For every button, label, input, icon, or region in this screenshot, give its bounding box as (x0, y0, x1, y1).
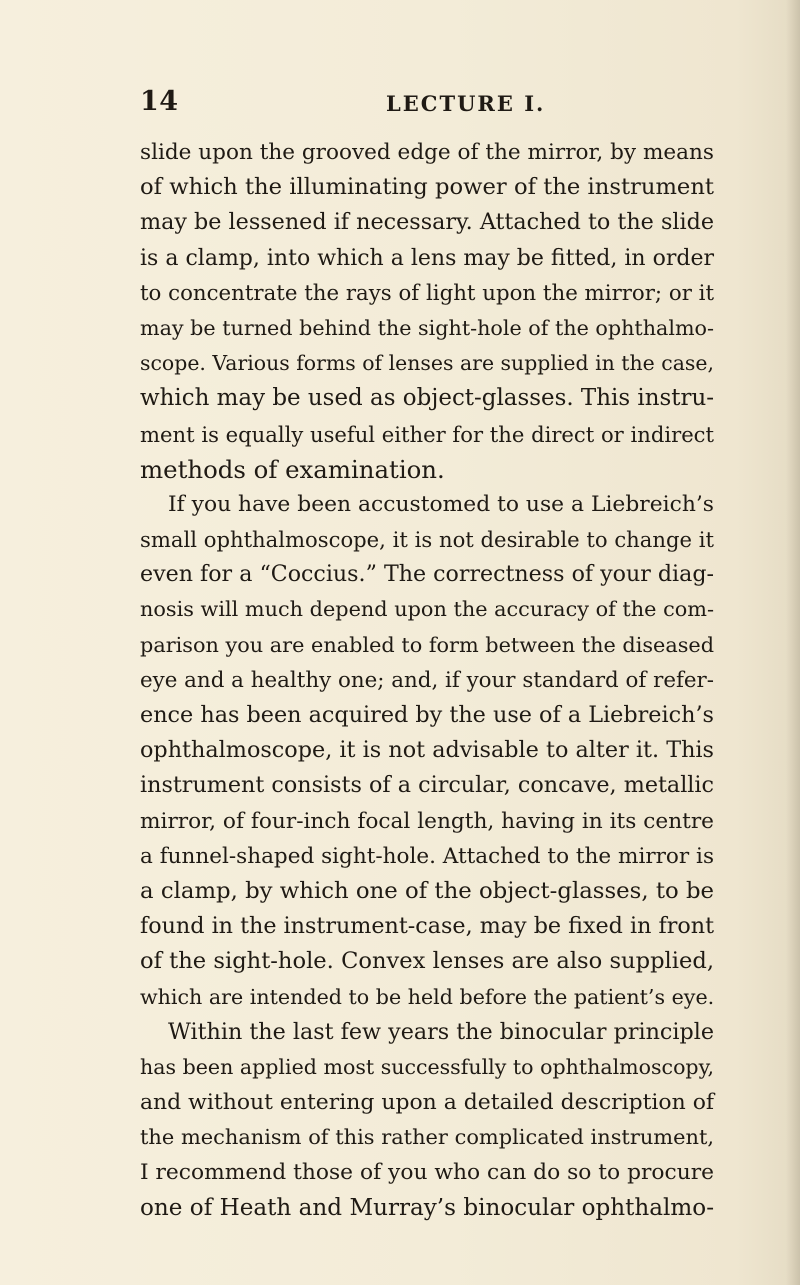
paragraph-end-line: methods of examination. (140, 454, 445, 484)
page-header (140, 86, 714, 120)
text-line: and without entering upon a detailed description of (140, 1090, 714, 1116)
text-line: small ophthalmoscope, it is not desirable to change it (140, 527, 714, 553)
text-line: may be turned behind the sight-hole of the ophthalmo- (140, 315, 714, 340)
text-line: the mechanism of this rather complicated instrument, (140, 1125, 714, 1150)
paragraph-start-line: If you have been accustomed to use a Liebreich’s (168, 491, 714, 517)
page-edge-shadow (786, 0, 800, 1285)
text-line: scope. Various forms of lenses are supplied in the case, (140, 351, 714, 376)
text-line: ence has been acquired by the use of a Liebreich’s (140, 702, 714, 728)
text-line: may be lessened if necessary. Attached to the slide (140, 209, 714, 236)
text-line: I recommend those of you who can do so to procure (140, 1160, 715, 1186)
text-line: a funnel-shaped sight-hole. Attached to the mirror is (140, 843, 714, 869)
text-line: ophthalmoscope, it is not advisable to alter it. This (140, 737, 714, 764)
text-line: one of Heath and Murray’s binocular ophthalmo- (140, 1194, 714, 1221)
text-line: nosis will much depend upon the accuracy of the com- (140, 597, 714, 622)
paragraph-end-line: which are intended to be held before the patient’s eye. (140, 984, 715, 1009)
text-line: parison you are enabled to form between the diseased (140, 632, 715, 657)
text-line: slide upon the grooved edge of the mirror, by means (140, 140, 714, 165)
text-line: eye and a healthy one; and, if your standard of refer- (140, 667, 714, 693)
body-text (140, 135, 714, 1226)
text-line: a clamp, by which one of the object-glasses, to be (140, 877, 714, 904)
text-line: which may be used as object-glasses. This instru- (140, 385, 714, 412)
text-line: to concentrate the rays of light upon the mirror; or it (140, 280, 715, 306)
paragraph-start-line: Within the last few years the binocular principle (168, 1018, 714, 1045)
running-head: LECTURE I. (386, 91, 546, 116)
text-line: of the sight-hole. Convex lenses are also supplied, (140, 948, 714, 975)
text-line: found in the instrument-case, may be fixed in front (140, 913, 714, 940)
text-line: even for a “Coccius.” The correctness of your diag- (140, 561, 714, 588)
text-line: has been applied most successfully to ophthalmoscopy, (140, 1054, 714, 1079)
text-line: instrument consists of a circular, concave, metallic (140, 772, 714, 799)
text-line: of which the illuminating power of the instrument (140, 174, 714, 201)
text-line: is a clamp, into which a lens may be fitted, in order (140, 245, 714, 271)
text-line: ment is equally useful either for the direct or indirect (140, 421, 714, 447)
text-line: mirror, of four-inch focal length, having in its centre (140, 808, 714, 834)
page-number: 14 (140, 86, 179, 117)
